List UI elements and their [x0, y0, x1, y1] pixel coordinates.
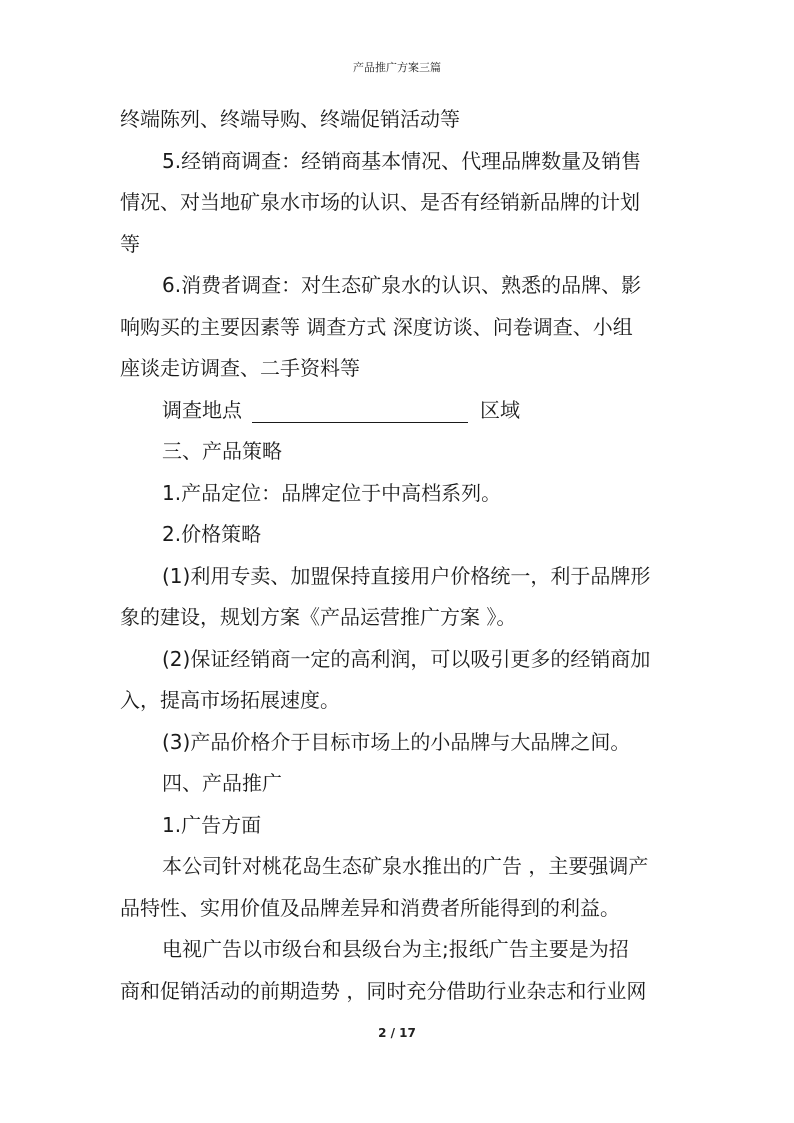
subsection-heading: 1.广告方面	[162, 812, 262, 837]
page-number: 2 / 17	[378, 1026, 416, 1040]
paragraph-line: (3)产品价格介于目标市场上的小品牌与大品牌之间。	[162, 729, 631, 754]
paragraph-line: (1)利用专卖、加盟保持直接用户价格统一，利于品牌形	[162, 563, 651, 588]
paragraph-line: 响购买的主要因素等 调查方式 深度访谈、问卷调查、小组	[120, 314, 633, 339]
document-body	[120, 99, 676, 1012]
paragraph-line: 6.消费者调查：对生态矿泉水的认识、熟悉的品牌、影	[162, 273, 642, 297]
paragraph-line: 象的建设，规划方案《产品运营推广方案 》。	[120, 605, 517, 629]
survey-location-line	[120, 390, 676, 432]
paragraph-line: 情况、对当地矿泉水市场的认识、是否有经销新品牌的计划	[120, 190, 640, 214]
section-heading: 三、产品策略	[162, 439, 282, 463]
paragraph-line: 品特性、实用价值及品牌差异和消费者所能得到的利益。	[120, 895, 620, 920]
paragraph-line: 终端陈列、终端导购、终端促销活动等	[120, 107, 460, 131]
region-label: 区域	[480, 397, 520, 422]
fill-in-blank	[252, 400, 468, 423]
paragraph-line: 座谈走访调查、二手资料等	[120, 356, 360, 380]
paragraph-line: (2)保证经销商一定的高利润，可以吸引更多的经销商加	[162, 646, 651, 671]
paragraph-line: 商和促销活动的前期造势 ，同时充分借助行业杂志和行业网	[120, 978, 647, 1003]
section-heading: 四、产品推广	[162, 771, 282, 795]
paragraph-line: 本公司针对桃花岛生态矿泉水推出的广告 ，主要强调产	[162, 854, 649, 878]
page-header: 产品推广方案三篇	[353, 61, 441, 74]
subsection-heading: 2.价格策略	[162, 522, 262, 546]
paragraph-line: 5.经销商调查：经销商基本情况、代理品牌数量及销售	[162, 148, 642, 173]
paragraph-line: 1.产品定位：品牌定位于中高档系列。	[162, 480, 502, 505]
paragraph-line: 等	[120, 231, 140, 256]
paragraph-line: 入，提高市场拓展速度。	[120, 688, 340, 712]
survey-location-label: 调查地点	[162, 397, 242, 422]
paragraph-line: 电视广告以市级台和县级台为主;报纸广告主要是为招	[162, 937, 629, 961]
